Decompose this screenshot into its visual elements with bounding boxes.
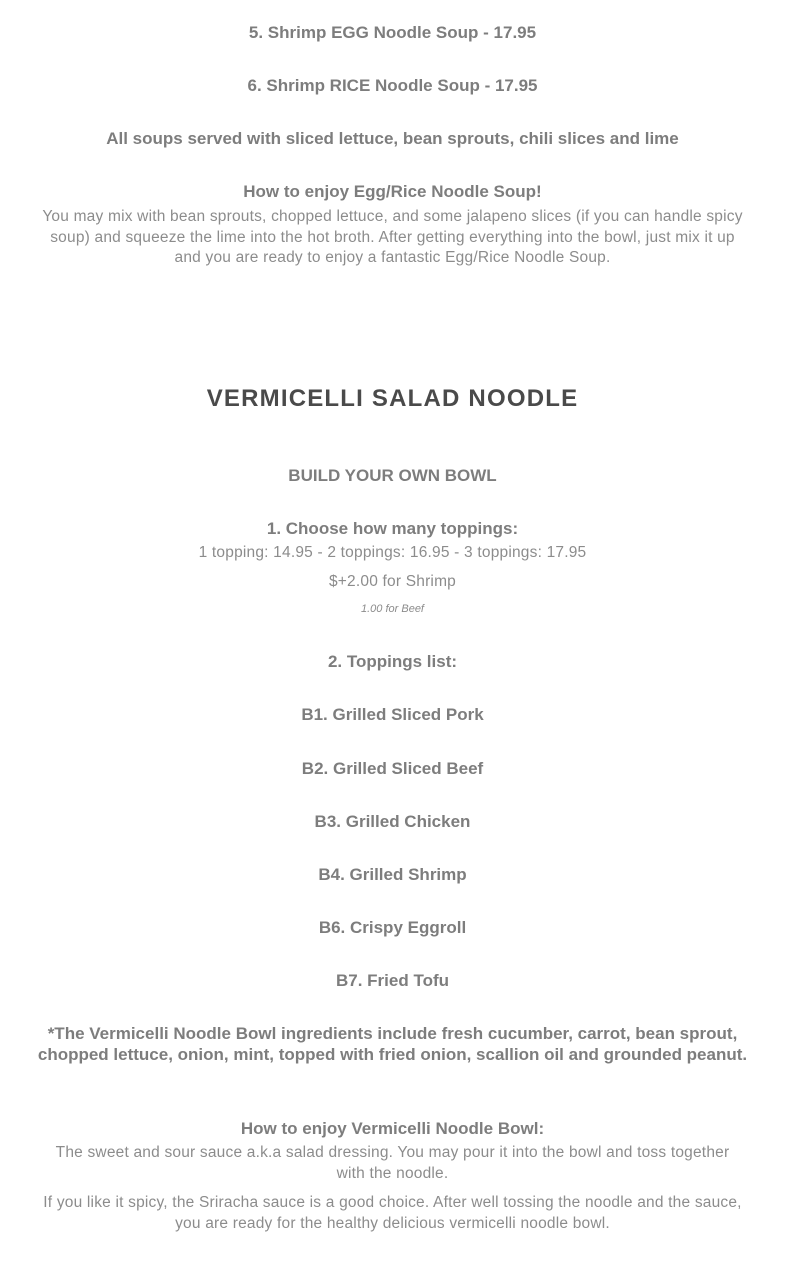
beef-extra-price: 1.00 for Beef [361,603,424,615]
topping-item: B4. Grilled Shrimp [318,865,467,884]
step1-heading: 1. Choose how many toppings: [266,519,519,538]
step2-heading: 2. Toppings list: [327,652,458,671]
topping-item: B7. Fried Tofu [335,971,449,990]
menu-item-shrimp-egg-noodle-soup: 5. Shrimp EGG Noodle Soup - 17.95 [248,23,537,42]
section-title-vermicelli: VERMICELLI SALAD NOODLE [206,385,579,412]
topping-pricing: 1 topping: 14.95 - 2 toppings: 16.95 - 3 toppings: 17.95 [198,544,587,561]
menu-item-shrimp-rice-noodle-soup: 6. Shrimp RICE Noodle Soup - 17.95 [247,76,538,95]
shrimp-extra-price: $+2.00 for Shrimp [328,573,457,590]
vermicelli-how-to-heading: How to enjoy Vermicelli Noodle Bowl: [240,1119,545,1138]
build-your-own-bowl-heading: BUILD YOUR OWN BOWL [288,466,497,485]
topping-item: B2. Grilled Sliced Beef [301,759,484,778]
soup-how-to-heading: How to enjoy Egg/Rice Noodle Soup! [243,182,542,201]
topping-item: B6. Crispy Eggroll [318,918,467,937]
vermicelli-how-to-text-2: If you like it spicy, the Sriracha sauce is a good choice. After well tossing the noodle and the sauce, you are ready for the healthy delicious vermicelli noodle bowl. [43,1194,742,1232]
vermicelli-how-to-text-1: The sweet and sour sauce a.k.a salad dressing. You may pour it into the bowl and toss together with the noodle. [55,1144,730,1182]
topping-item: B1. Grilled Sliced Pork [301,705,484,724]
soup-served-note: All soups served with sliced lettuce, bean sprouts, chili slices and lime [106,129,679,148]
topping-item: B3. Grilled Chicken [314,812,471,831]
soup-how-to-text: You may mix with bean sprouts, chopped lettuce, and some jalapeno slices (if you can handle spicy soup) and squeeze the lime into the hot broth. After getting everything into the bowl, just mix it up and you are ready to enjoy a fantastic Egg/Rice Noodle Soup. [42,208,743,266]
vermicelli-ingredients-note: *The Vermicelli Noodle Bowl ingredients include fresh cucumber, carrot, bean sprout, chopped lettuce, onion, mint, topped with fried onion, scallion oil and grounded peanut. [37,1024,748,1064]
